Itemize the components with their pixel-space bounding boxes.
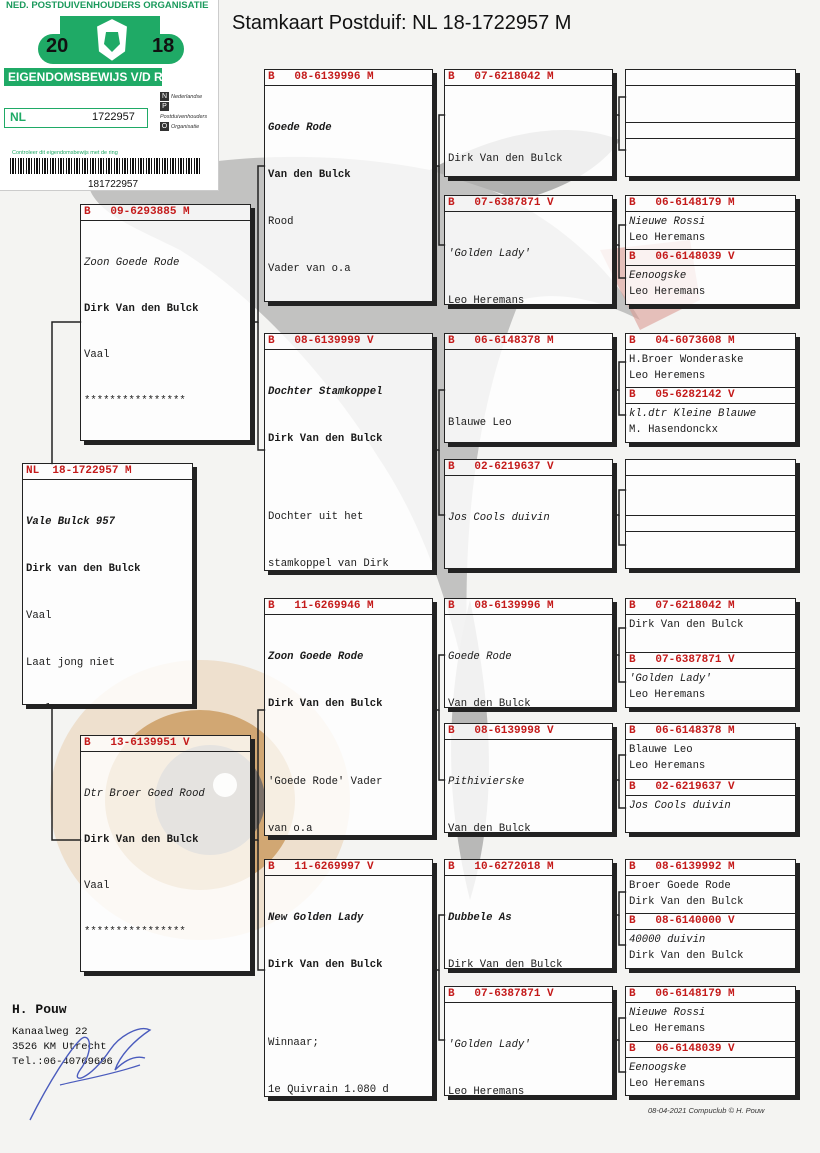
ring-number: B 09-6293885 M [81, 205, 250, 221]
breeder: Dirk Van den Bulck [268, 697, 383, 710]
breeder: Blauwe Leo [448, 417, 512, 430]
breeder: Dirk Van den Bulck [268, 958, 383, 971]
info-line: Laat jong niet [26, 656, 116, 669]
info-line: **************** [84, 395, 186, 408]
breeder: M. Hasendonckx [629, 423, 719, 436]
ring-number: B 13-6139951 V [81, 736, 250, 752]
pigeon-card-dsd [444, 723, 613, 833]
info-line: stamkoppel van Dirk [268, 557, 389, 570]
breeder: Leo Heremans [629, 759, 706, 772]
owner-city: 3526 KM Utrecht [12, 1041, 107, 1053]
ring-number: B 07-6387871 V [445, 987, 612, 1003]
ring-number: B 06-6148179 M [626, 196, 795, 212]
label-ownership: EIGENDOMSBEWIJS V/D RING [4, 68, 162, 86]
owner-phone: Tel.:06-40769696 [12, 1056, 113, 1068]
info-line: Vaal [84, 880, 110, 893]
breeder: Dirk Van den Bulck [629, 895, 744, 908]
pigeon-name: Zoon Goede Rode [268, 651, 364, 664]
breeder: Dirk Van den Bulck [84, 834, 199, 847]
breeder: Leo Heremans [629, 1022, 706, 1035]
pigeon-name: 40000 duivin [629, 934, 706, 946]
label-npo-logo: N Nederlandse PPostduivenhouders O Organisatie [160, 93, 208, 130]
info-line [26, 702, 189, 705]
ring-number [626, 460, 795, 476]
ring-number [626, 123, 795, 139]
pigeon-pair-4 [625, 459, 796, 569]
pigeon-card-ssd [444, 195, 613, 305]
owner-name: H. Pouw [12, 1002, 67, 1017]
ring-number: B 06-6148039 V [626, 250, 795, 266]
signature-icon [20, 1010, 160, 1130]
pigeon-name: Broer Goede Rode [629, 880, 731, 892]
pigeon-pair-8 [625, 986, 796, 1096]
breeder: Van den Bulck [268, 168, 351, 181]
breeder: Dirk Van den Bulck [84, 303, 199, 316]
pigeon-card-main [22, 463, 193, 705]
breeder: Van den Bulck [448, 697, 531, 708]
breeder: Leo Heremans [629, 1077, 706, 1090]
pigeon-name: Jos Cools duivin [448, 512, 550, 525]
info-line: Vaal [84, 349, 110, 362]
ring-number: B 02-6219637 V [445, 460, 612, 476]
ring-number: B 08-6139996 M [445, 599, 612, 615]
breeder: Leo Heremans [629, 285, 706, 298]
pigeon-name: New Golden Lady [268, 912, 364, 925]
ring-number: B 04-6073608 M [626, 334, 795, 350]
info-line: van o.a [268, 822, 313, 835]
pigeon-card-sss [444, 69, 613, 177]
breeder: Dirk Van den Bulck [629, 949, 744, 962]
ring-number: B 11-6269946 M [265, 599, 432, 615]
breeder: Dirk van den Bulck [26, 562, 141, 575]
label-year-right: 18 [152, 35, 175, 57]
ring-number: B 06-6148378 M [626, 724, 795, 740]
breeder: Dirk Van den Bulck [448, 153, 563, 166]
label-year-left: 20 [46, 35, 69, 57]
pigeon-name: Nieuwe Rossi [629, 1007, 706, 1019]
ring-number: NL 18-1722957 M [23, 464, 192, 480]
ring-number: B 08-6139996 M [265, 70, 432, 86]
pigeon-name: Eenoogske [629, 270, 687, 282]
pigeon-pair-5 [625, 598, 796, 708]
ring-number [626, 516, 795, 532]
pigeon-card-sds [444, 333, 613, 443]
pigeon-card-sd [264, 333, 433, 571]
pigeon-name: Jos Cools duivin [629, 800, 731, 812]
info-line: Rood [268, 215, 294, 228]
info-line: Winnaar; [268, 1036, 319, 1049]
pigeon-pair-1 [625, 69, 796, 177]
label-ring-number: 1722957 [92, 111, 135, 123]
info-line: Vaal [26, 609, 52, 622]
pigeon-name: 'Golden Lady' [448, 1039, 531, 1052]
pigeon-name: Eenoogske [629, 1062, 687, 1074]
ring-number: B 07-6218042 M [626, 599, 795, 615]
ring-number: B 08-6139992 M [626, 860, 795, 876]
breeder: Leo Heremans [448, 294, 525, 305]
pigeon-name: Zoon Goede Rode [84, 256, 180, 269]
pigeon-name: Dtr Broer Goed Rood [84, 787, 205, 800]
pigeon-card-ddd [444, 986, 613, 1096]
pigeon-card-sdd [444, 459, 613, 569]
info-line: 1e Quivrain 1.080 d [268, 1083, 389, 1096]
pigeon-name: 'Golden Lady' [629, 673, 712, 685]
pigeon-name: Goede Rode [268, 122, 332, 135]
pigeon-pair-6 [625, 723, 796, 833]
pigeon-name: 'Golden Lady' [448, 248, 531, 261]
ring-number: B 06-6148378 M [445, 334, 612, 350]
ring-number: B 08-6139999 V [265, 334, 432, 350]
page-title: Stamkaart Postduif: NL 18-1722957 M [232, 12, 572, 34]
pigeon-name: Blauwe Leo [629, 744, 693, 756]
owner-street: Kanaalweg 22 [12, 1026, 88, 1038]
ring-number [626, 70, 795, 86]
pigeon-name: kl.dtr Kleine Blauwe [629, 408, 757, 420]
breeder: Leo Heremens [629, 369, 706, 382]
breeder: Leo Heremans [448, 1085, 525, 1096]
info-line: 'Goede Rode' Vader [268, 775, 383, 788]
ring-number: B 02-6219637 V [626, 780, 795, 796]
pigeon-pair-3 [625, 333, 796, 443]
ring-number: B 07-6387871 V [445, 196, 612, 212]
ring-number: B 07-6218042 M [445, 70, 612, 86]
pigeon-card-ss [264, 69, 433, 302]
pigeon-card-dd [264, 859, 433, 1097]
pigeon-card-dss [444, 598, 613, 708]
info-line: Vader van o.a [268, 262, 351, 275]
pigeon-name: Dochter Stamkoppel [268, 386, 383, 399]
pigeon-card-dds [444, 859, 613, 969]
info-line: Dochter uit het [268, 510, 364, 523]
info-line: **************** [84, 926, 186, 939]
pigeon-card-dam [80, 735, 251, 972]
breeder: Dirk Van den Bulck [268, 432, 383, 445]
label-small-text: Controleer dit eigendomsbewijs met de ring [12, 150, 118, 156]
footer-text: 08-04-2021 Compuclub © H. Pouw [648, 1106, 765, 1115]
breeder: Dirk Van den Bulck [629, 619, 744, 631]
pigeon-name: Dubbele As [448, 912, 512, 925]
label-country: NL [10, 110, 26, 124]
pigeon-name: Vale Bulck 957 [26, 516, 116, 529]
ring-number: B 05-6282142 V [626, 388, 795, 404]
npo-line-2: Postduivenhouders [160, 114, 208, 120]
ring-ownership-label [0, 0, 219, 191]
ring-number: B 06-6148179 M [626, 987, 795, 1003]
barcode [10, 158, 200, 174]
pigeon-name: Goede Rode [448, 651, 512, 664]
breeder: Leo Heremans [629, 688, 706, 701]
npo-line-3: Organisatie [171, 124, 200, 130]
npo-line-1: Nederlandse [171, 94, 203, 100]
pigeon-card-sire [80, 204, 251, 441]
label-organisation: NED. POSTDUIVENHOUDERS ORGANISATIE [6, 0, 209, 11]
ring-number: B 07-6387871 V [626, 653, 795, 669]
pigeon-pair-2 [625, 195, 796, 305]
pigeon-card-ds [264, 598, 433, 836]
barcode-number: 181722957 [88, 179, 139, 190]
ring-number: B 11-6269997 V [265, 860, 432, 876]
pigeon-name: Nieuwe Rossi [629, 216, 706, 228]
breeder: Van den Bulck [448, 822, 531, 833]
breeder: Dirk Van den Bulck [448, 958, 563, 969]
pigeon-name: H.Broer Wonderaske [629, 354, 744, 366]
pigeon-name: Pithivierske [448, 776, 525, 789]
ring-number: B 08-6140000 V [626, 914, 795, 930]
breeder: Leo Heremans [629, 231, 706, 244]
pigeon-pair-7 [625, 859, 796, 969]
lion-emblem-icon [92, 16, 132, 64]
ring-number: B 06-6148039 V [626, 1042, 795, 1058]
ring-number: B 10-6272018 M [445, 860, 612, 876]
ring-number: B 08-6139998 V [445, 724, 612, 740]
